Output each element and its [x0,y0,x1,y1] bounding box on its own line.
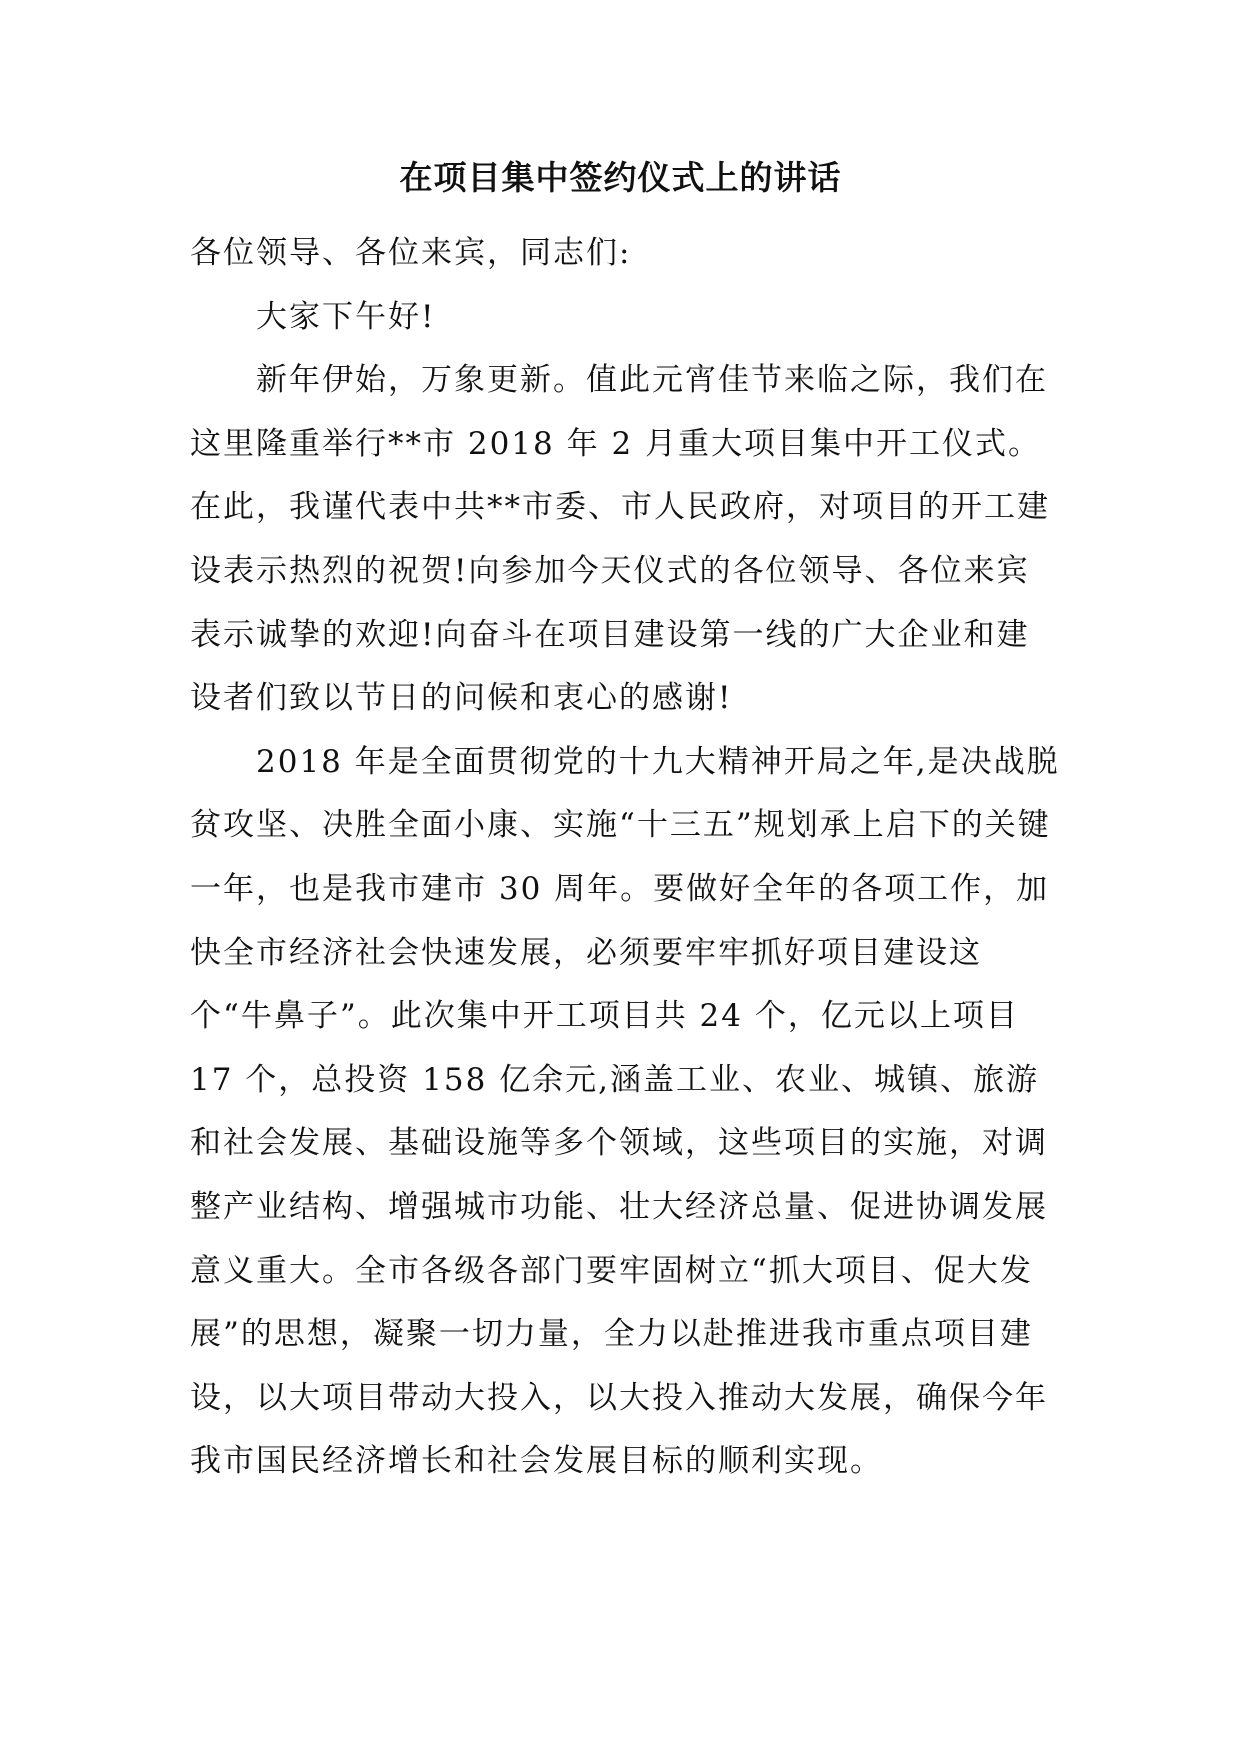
salutation: 各位领导、各位来宾，同志们: [190,235,632,271]
document-body [190,222,1060,1494]
paragraph-greeting: 大家下午好! [256,298,436,335]
paragraph-main: 2018 年是全面贯彻党的十九大精神开局之年,是决战脱贫攻坚、决胜全面小康、实施“十三五”规划承上启下的关键一年，也是我市建市 30 周年。要做好全年的各项工作，加快全市经济社会快速发展，必须要牢牢抓好项目建设这个“牛鼻子”。此次集中开工项目共 24 个，亿元以上项目 17 个，总投资 158 亿余元,涵盖工业、农业、城镇、旅游和社会发展、基础设施等多个领域，这些项目的实施，对调整产业结构、增强城市功能、壮大经济总量、促进协调发展意义重大。全市各级各部门要牢固树立“抓大项目、促大发展”的思想，凝聚一切力量，全力以赴推进我市重点项目建设，以大项目带动大投入，以大投入推动大发展，确保今年我市国民经济增长和社会发展目标的顺利实现。 [190,743,1060,1480]
paragraph-opening: 新年伊始，万象更新。值此元宵佳节来临之际，我们在这里隆重举行**市 2018 年 2 月重大项目集中开工仪式。在此，我谨代表中共**市委、市人民政府，对项目的开工建设表示热烈的祝贺!向参加今天仪式的各位领导、各位来宾表示诚挚的欢迎!向奋斗在项目建设第一线的广大企业和建设者们致以节日的问候和衷心的感谢! [190,362,1050,717]
document-title: 在项目集中签约仪式上的讲话 [399,158,842,197]
